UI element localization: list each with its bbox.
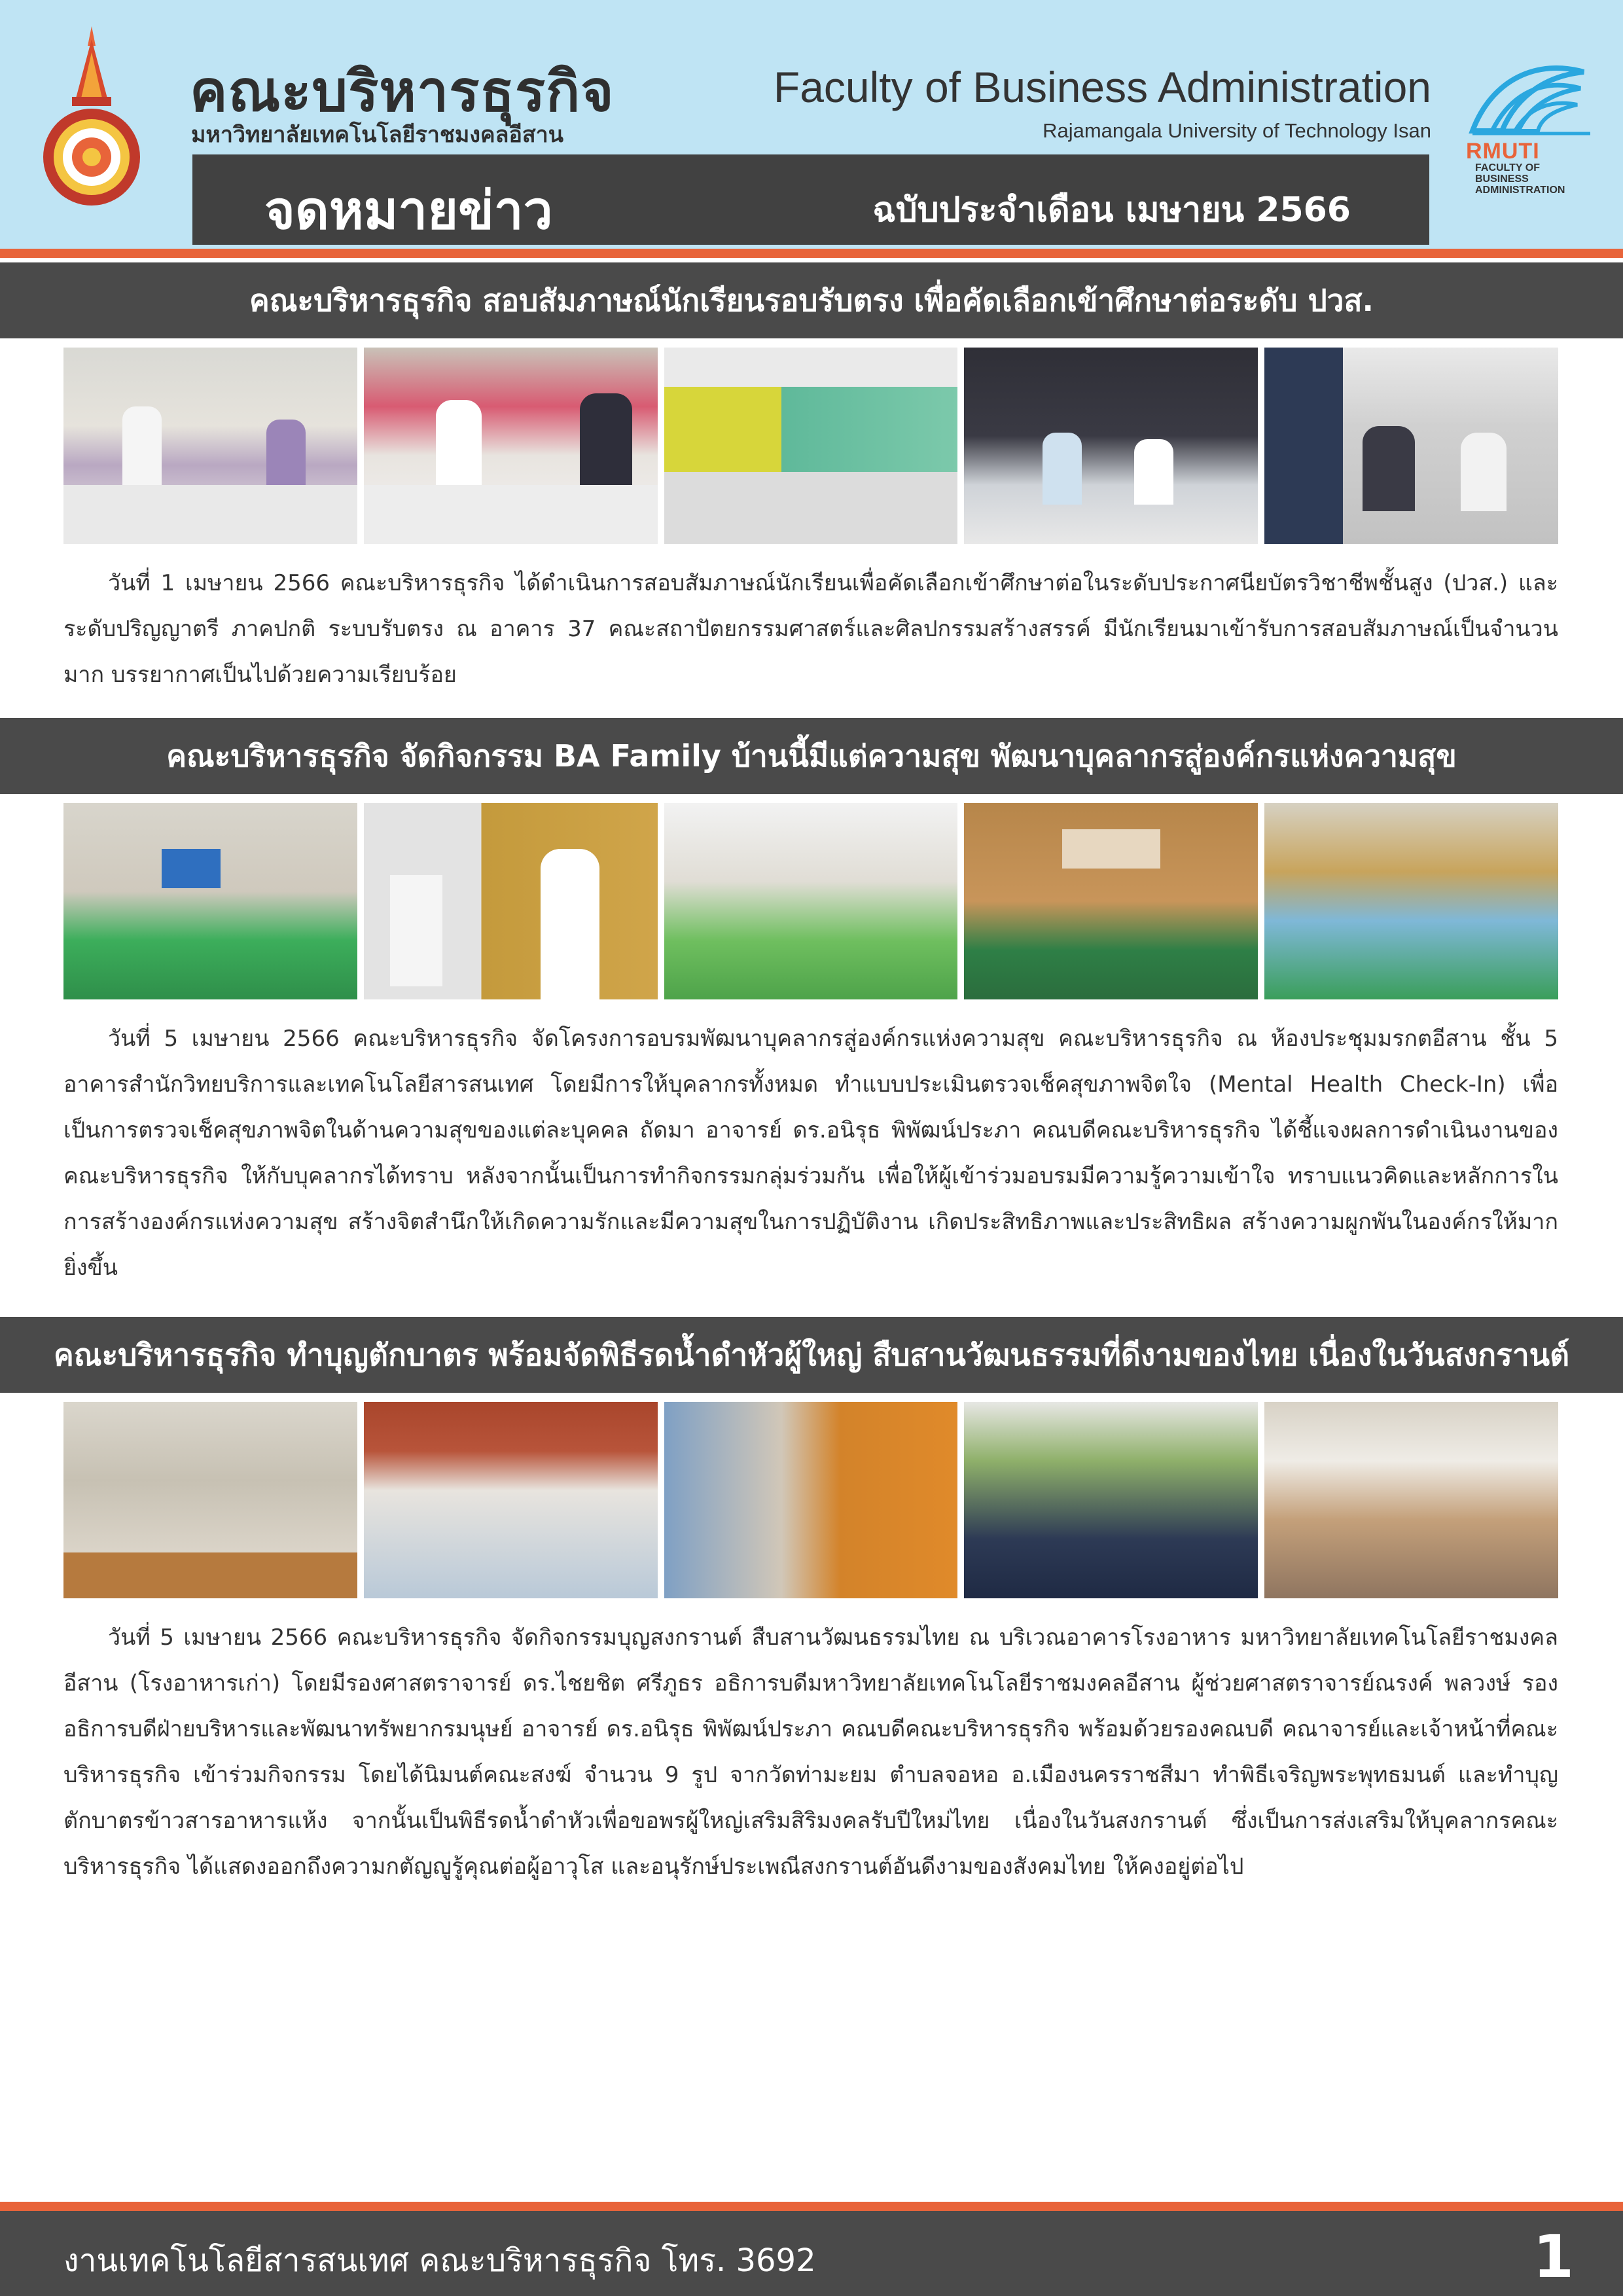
- photo: [63, 1402, 357, 1598]
- photo-strip: [63, 803, 1558, 999]
- newsletter-title: จดหมายข่าว: [264, 180, 553, 241]
- section-body: วันที่ 1 เมษายน 2566 คณะบริหารธุรกิจ ได้ดำเนินการสอบสัมภาษณ์นักเรียนเพื่อคัดเลือกเข้าศึกษาต่อในระดับประกาศนียบัตรวิชาชีพชั้นสูง (ปวส.) และระดับปริญญาตรี ภาคปกติ ระบบรับตรง ณ อาคาร 37 คณะสถาปัตยกรรมศาสตร์และศิลปกรรมสร้างสรรค์ มีนักเรียนมาเข้ารับการสอบสัมภาษณ์เป็นจำนวนมาก บรรยากาศเป็นไปด้วยความเรียบร้อย: [63, 570, 1558, 688]
- section-heading: คณะบริหารธุรกิจ ทำบุญตักบาตร พร้อมจัดพิธีรดน้ำดำหัวผู้ใหญ่ สืบสานวัฒนธรรมที่ดีงามของไทย เนื่องในวันสงกรานต์: [0, 1317, 1623, 1393]
- header-divider: [0, 249, 1623, 258]
- rmuti-logo-subtext: FACULTY OF BUSINESS ADMINISTRATION: [1475, 162, 1565, 196]
- photo: [364, 1402, 658, 1598]
- university-name-english: Rajamangala University of Technology Isan: [1043, 119, 1431, 142]
- photo: [964, 803, 1258, 999]
- university-emblem-icon: [39, 26, 144, 216]
- section-heading: คณะบริหารธุรกิจ สอบสัมภาษณ์นักเรียนรอบรับตรง เพื่อคัดเลือกเข้าศึกษาต่อระดับ ปวส.: [0, 262, 1623, 338]
- section-body: วันที่ 5 เมษายน 2566 คณะบริหารธุรกิจ จัดโครงการอบรมพัฒนาบุคลากรสู่องค์กรแห่งความสุข คณะบริหารธุรกิจ ณ ห้องประชุมมรกตอีสาน ชั้น 5 อาคารสำนักวิทยบริการและเทคโนโลยีสารสนเทศ โดยมีการให้บุคลากรทั้งหมด ทำแบบประเมินตรวจเช็คสุขภาพจิตใจ (Mental Health Check-In) เพื่อเป็นการตรวจเช็คสุขภาพจิตในด้านความสุขของแต่ละบุคคล ถัดมา อาจารย์ ดร.อนิรุธ พิพัฒน์ประภา คณบดีคณะบริหารธุรกิจ ได้ชี้แจงผลการดำเนินงานของคณะบริหารธุรกิจ ให้กับบุคลากรได้ทราบ หลังจากนั้นเป็นการทำกิจกรรมกลุ่มร่วมกัน เพื่อให้ผู้เข้าร่วมอบรมมีความรู้ความเข้าใจ ทราบแนวคิดและหลักการในการสร้างองค์กรแห่งความสุข สร้างจิตสำนึกให้เกิดความรักและมีความสุขในการปฏิบัติงาน เกิดประสิทธิภาพและประสิทธิผล สร้างความผูกพันในองค์กรให้มากยิ่งขึ้น: [63, 1026, 1558, 1281]
- photo-strip: [63, 1402, 1558, 1598]
- photo: [964, 348, 1258, 544]
- photo: [1264, 803, 1558, 999]
- photo: [1264, 1402, 1558, 1598]
- rmuti-logo-text: RMUTI: [1466, 139, 1540, 164]
- photo-strip: [63, 348, 1558, 544]
- university-name-thai: มหาวิทยาลัยเทคโนโลยีราชมงคลอีสาน: [191, 122, 564, 148]
- photo: [63, 348, 357, 544]
- issue-label: ฉบับประจำเดือน เมษายน 2566: [872, 190, 1351, 230]
- photo: [664, 1402, 958, 1598]
- photo: [664, 348, 958, 544]
- newsletter-banner: [192, 154, 1429, 245]
- photo: [1264, 348, 1558, 544]
- section-heading: คณะบริหารธุรกิจ จัดกิจกรรม BA Family บ้านนี้มีแต่ความสุข พัฒนาบุคลากรสู่องค์กรแห่งความสุข: [0, 718, 1623, 794]
- photo: [63, 803, 357, 999]
- faculty-name-english: Faculty of Business Administration: [773, 63, 1431, 111]
- newsletter-header: [0, 0, 1623, 249]
- faculty-name-thai: คณะบริหารธุรกิจ: [190, 59, 615, 124]
- photo: [664, 803, 958, 999]
- page-number: 1: [1533, 2223, 1574, 2291]
- photo: [364, 803, 658, 999]
- sail-icon: [1466, 52, 1597, 137]
- section-body: วันที่ 5 เมษายน 2566 คณะบริหารธุรกิจ จัดกิจกรรมบุญสงกรานต์ สืบสานวัฒนธรรมไทย ณ บริเวณอาคารโรงอาหาร มหาวิทยาลัยเทคโนโลยีราชมงคลอีสาน (โรงอาหารเก่า) โดยมีรองศาสตราจารย์ ดร.ไชยชิต ศรีภูธร อธิการบดีมหาวิทยาลัยเทคโนโลยีราชมงคลอีสาน ผู้ช่วยศาสตราจารย์ณรงค์ พลวงษ์ รองอธิการบดีฝ่ายบริหารและพัฒนาทรัพยากรมนุษย์ อาจารย์ ดร.อนิรุธ พิพัฒน์ประภา คณบดีคณะบริหารธุรกิจ พร้อมด้วยรองคณบดี คณาจารย์และเจ้าหน้าที่คณะบริหารธุรกิจ เข้าร่วมกิจกรรม โดยได้นิมนต์คณะสงฆ์ จำนวน 9 รูป จากวัดท่ามะยม ตำบลจอหอ อ.เมืองนครราชสีมา ทำพิธีเจริญพระพุทธมนต์ และทำบุญตักบาตรข้าวสารอาหารแห้ง จากนั้นเป็นพิธีรดน้ำดำหัวเพื่อขอพรผู้ใหญ่เสริมสิริมงคลรับปีใหม่ไทย เนื่องในวันสงกรานต์ ซึ่งเป็นการส่งเสริมให้บุคลากรคณะบริหารธุรกิจ ได้แสดงออกถึงความกตัญญูรู้คุณต่อผู้อาวุโส และอนุรักษ์ประเพณีสงกรานต์อันดีงามของสังคมไทย ให้คงอยู่ต่อไป: [63, 1624, 1558, 1880]
- photo: [964, 1402, 1258, 1598]
- footer-divider: [0, 2202, 1623, 2211]
- photo: [364, 348, 658, 544]
- footer: [0, 2211, 1623, 2296]
- footer-contact: งานเทคโนโลยีสารสนเทศ คณะบริหารธุรกิจ โทร. 3692: [63, 2242, 816, 2279]
- rmuti-logo: [1466, 52, 1597, 196]
